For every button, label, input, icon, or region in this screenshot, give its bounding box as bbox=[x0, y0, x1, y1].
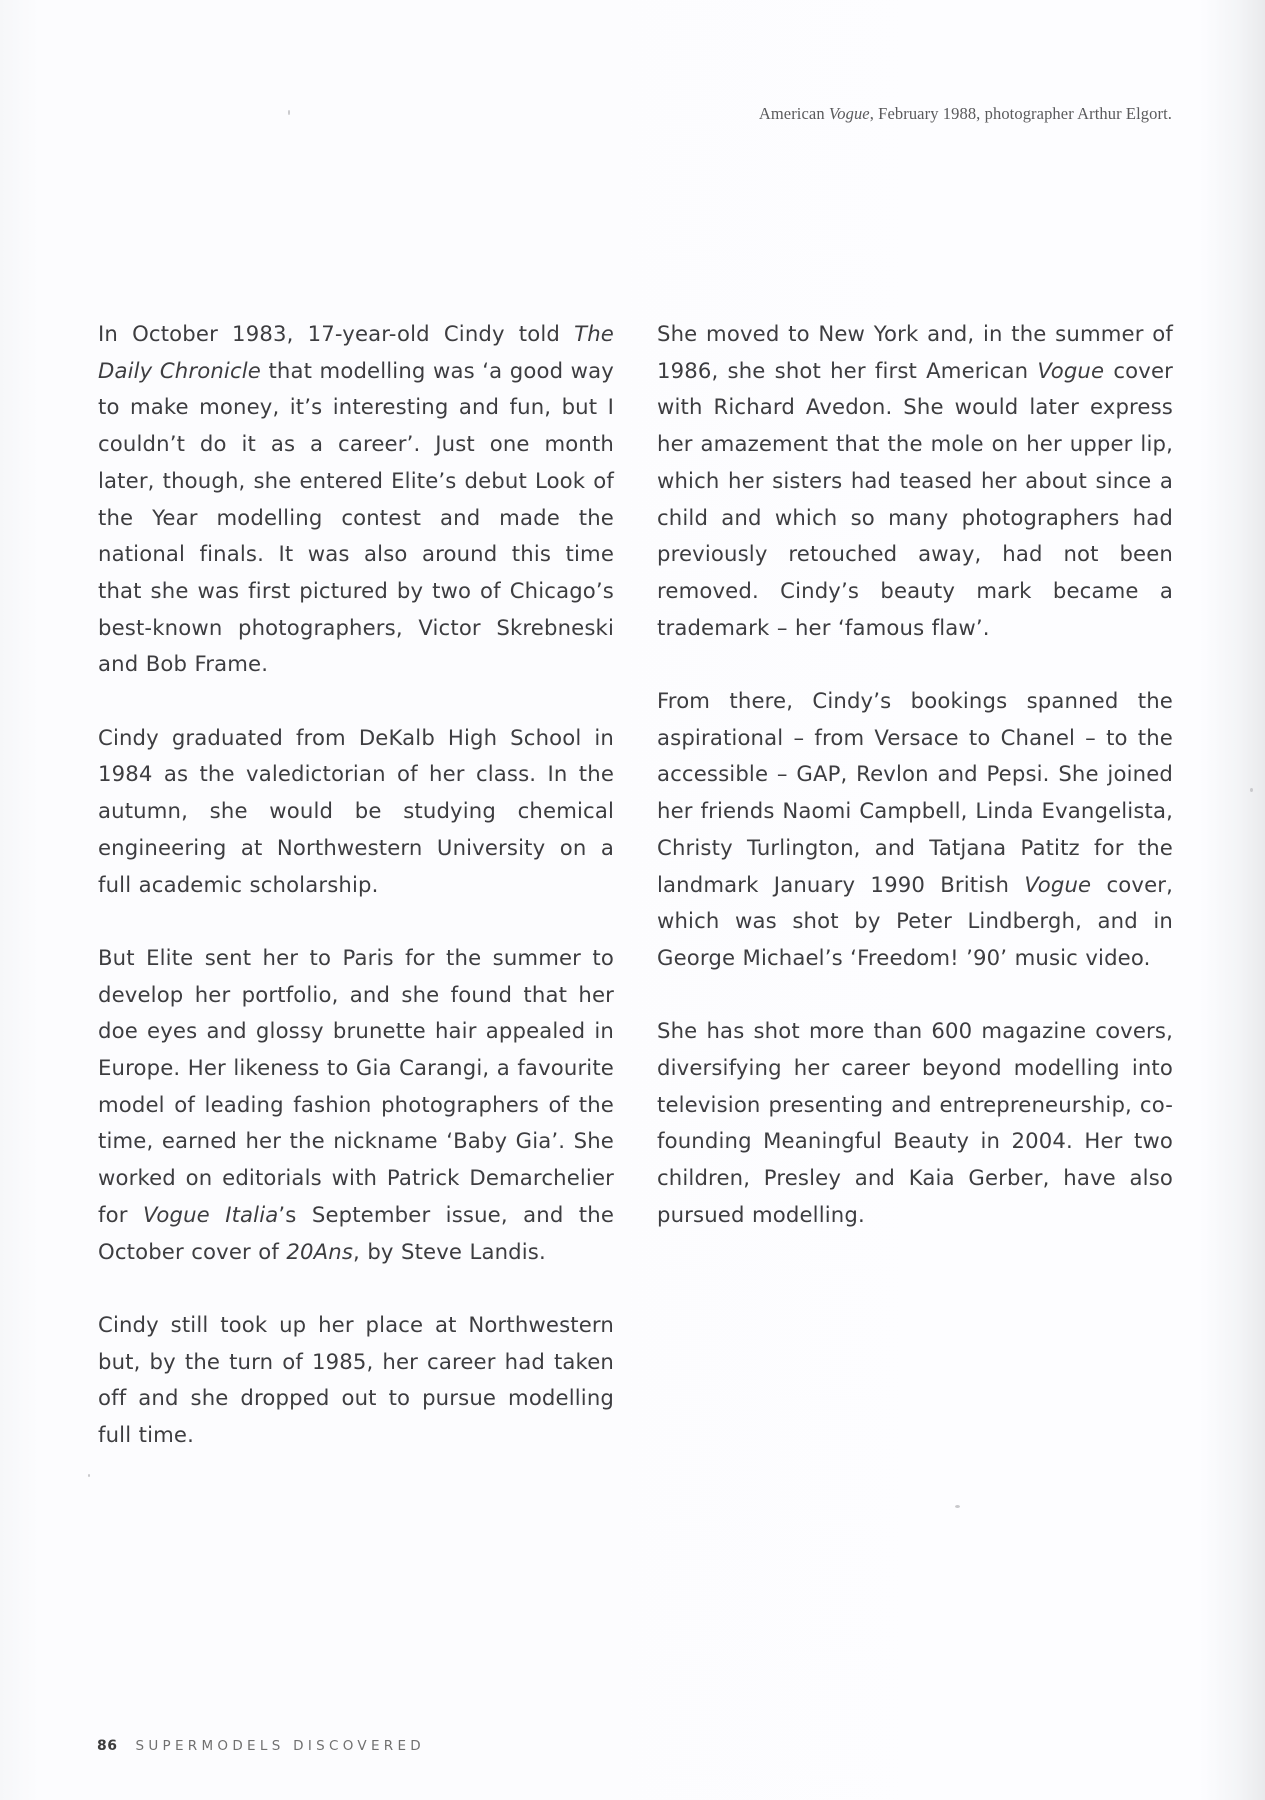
paragraph bbox=[98, 1307, 614, 1454]
italic-publication-title: Vogue bbox=[1037, 357, 1105, 383]
paragraph bbox=[98, 316, 614, 683]
paragraph bbox=[98, 720, 614, 904]
caption-prefix: American bbox=[758, 104, 829, 123]
caption-magazine-title: Vogue bbox=[828, 104, 870, 123]
text-run: But Elite sent her to Paris for the summer to develop her portfolio, and she found that her doe eyes and glossy brunette hair appealed in Europe. Her likeness to Gia Carangi, a favourite model of leading fashion photographers of the time, earned her the nickname ‘Baby Gia’. She worked on editorials with Patrick Demarchelier for bbox=[98, 944, 614, 1227]
text-run: She has shot more than 600 magazine covers, diversifying her career beyond modelling into television presenting and entrepreneurship, co-founding Meaningful Beauty in 2004. Her two children, Presley and Kaia Gerber, have also pursued modelling. bbox=[657, 1018, 1173, 1227]
text-run: , by Steve Landis. bbox=[353, 1238, 546, 1264]
text-run: In October 1983, 17-year-old Cindy told bbox=[98, 321, 575, 346]
caption-suffix: , February 1988, photographer Arthur Elgort. bbox=[869, 104, 1172, 123]
text-run: ’s September issue, and the October cover of bbox=[98, 1201, 615, 1264]
page-footer bbox=[97, 1738, 425, 1754]
italic-publication-title: Vogue bbox=[1024, 871, 1092, 897]
paragraph bbox=[657, 683, 1173, 977]
text-run: cover with Richard Avedon. She would later express her amazement that the mole on her upper lip, which her sisters had teased her about since a child and which so many photographers had previously retouched away, had not been removed. Cindy’s beauty mark became a trademark – her ‘famous flaw’. bbox=[657, 357, 1173, 640]
paragraph bbox=[657, 316, 1173, 646]
paper-speck bbox=[288, 110, 290, 115]
italic-publication-title: The Daily Chronicle bbox=[98, 321, 614, 383]
text-run: Cindy still took up her place at Northwestern but, by the turn of 1985, her career had taken off and she dropped out to pursue modelling full time. bbox=[98, 1311, 614, 1448]
paper-speck bbox=[955, 1505, 960, 1508]
text-run: that modelling was ‘a good way to make money, it’s interesting and fun, but I couldn’t do it as a career’. Just one month later, though, she entered Elite’s debut Look of the Year modelling contest and made the national finals. It was also around this time that she was first pictured by two of Chicago’s best-known photographers, Victor Skrebneski and Bob Frame. bbox=[98, 357, 614, 677]
paper-speck bbox=[1250, 788, 1253, 792]
text-run: Cindy graduated from DeKalb High School in 1984 as the valedictorian of her class. In the autumn, she would be studying chemical engineering at Northwestern University on a full academic scholarship. bbox=[98, 724, 614, 897]
text-run: cover, which was shot by Peter Lindbergh, and in George Michael’s ‘Freedom! ’90’ music video. bbox=[657, 871, 1174, 970]
text-run: She moved to New York and, in the summer of 1986, she shot her first American bbox=[657, 321, 1173, 383]
text-run: From there, Cindy’s bookings spanned the aspirational – from Versace to Chanel – to the accessible – GAP, Revlon and Pepsi. She joined her friends Naomi Campbell, Linda Evangelista, Christy Turlington, and Tatjana Patitz for the landmark January 1990 British bbox=[657, 688, 1173, 897]
photo-caption bbox=[759, 104, 1172, 124]
paragraph bbox=[98, 940, 614, 1270]
paragraph bbox=[657, 1013, 1173, 1233]
left-text-column bbox=[98, 316, 614, 1490]
paper-speck bbox=[88, 1474, 90, 1477]
right-text-column bbox=[657, 316, 1173, 1270]
italic-publication-title: 20Ans bbox=[286, 1238, 354, 1264]
page-number: 86 bbox=[97, 1738, 118, 1754]
italic-publication-title: Vogue Italia bbox=[142, 1201, 279, 1227]
running-title: SUPERMODELS DISCOVERED bbox=[135, 1738, 425, 1754]
